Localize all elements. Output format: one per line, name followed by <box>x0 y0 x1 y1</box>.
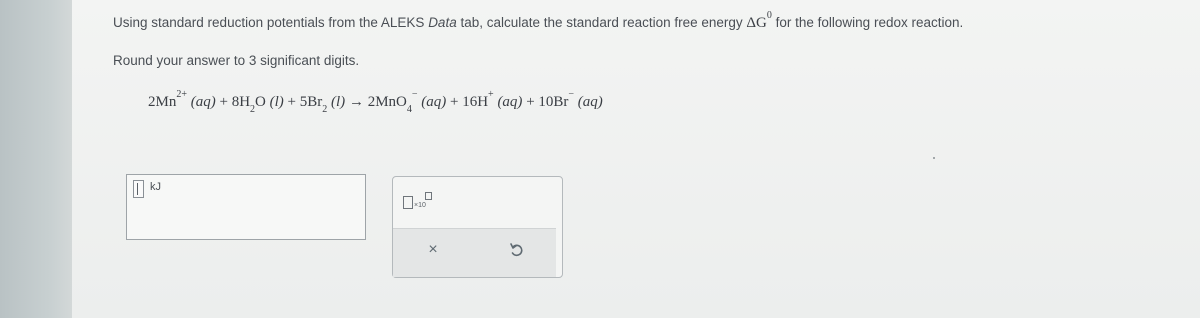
delta-g-symbol: $\Delta G^0$ <box>746 10 772 31</box>
answer-area[interactable] <box>126 174 366 240</box>
exponent-box-icon <box>425 192 432 200</box>
clear-button[interactable]: × <box>428 241 438 258</box>
question-prompt: Using standard reduction potentials from the ALEKS Data tab, calculate the standard reaction free energy $\Delta G^0$ for the following redox reaction. <box>113 10 964 31</box>
stray-dot <box>933 157 935 159</box>
answer-input[interactable] <box>133 180 144 198</box>
data-tab-word: Data <box>428 15 457 30</box>
base-box-icon <box>403 196 413 209</box>
rounding-instruction: Round your answer to 3 significant digits. <box>113 53 360 68</box>
undo-button[interactable] <box>508 241 526 259</box>
times-ten-label: ×10 <box>414 202 426 209</box>
unit-label: kJ <box>150 181 161 193</box>
undo-icon <box>508 241 526 259</box>
left-margin <box>0 0 72 318</box>
scientific-notation-button[interactable] <box>400 190 436 216</box>
question-panel <box>72 0 1200 318</box>
redox-equation: $2Mn^{2+}$ $(aq) + 8H_2O$ $(l) + 5Br_2$ (l) → 2MnO$_4$− (aq) + 16H+ (aq) + 10Br− (aq) <box>148 89 603 115</box>
toolbox-footer <box>393 228 556 277</box>
